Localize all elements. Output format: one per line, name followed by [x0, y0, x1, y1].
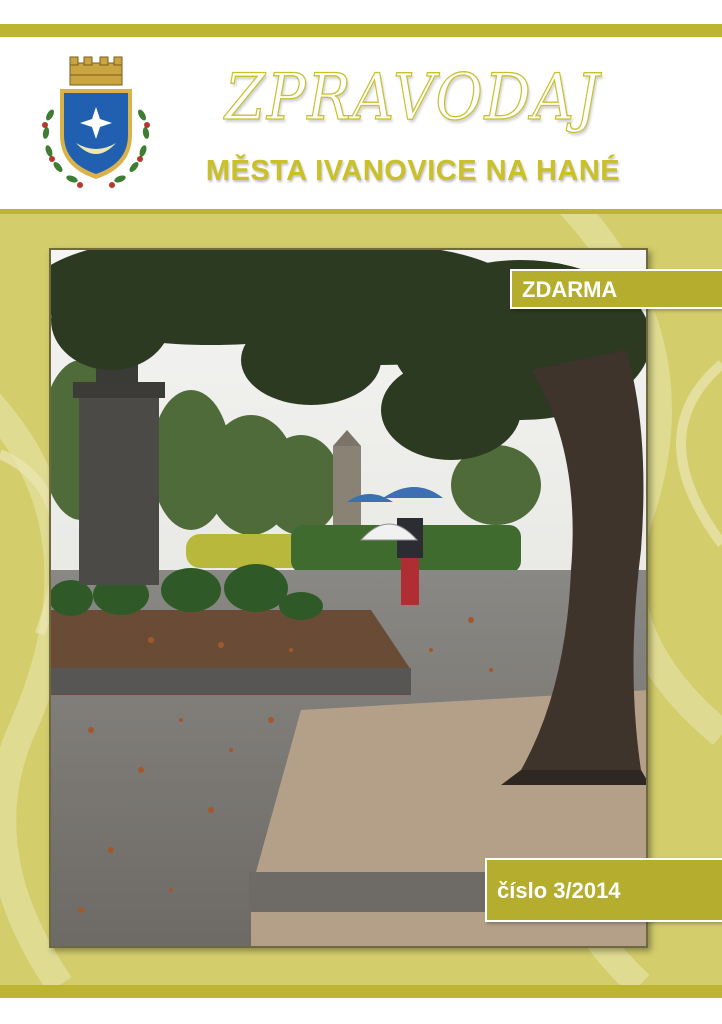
coat-of-arms-icon	[36, 55, 156, 193]
free-badge: ZDARMA	[510, 269, 722, 309]
publication-subtitle: MĚSTA IVANOVICE NA HANÉ	[205, 155, 621, 187]
bottom-accent-band	[0, 985, 722, 998]
issue-number-label: číslo 3/2014	[485, 858, 722, 922]
publication-title: ZPRAVODAJ	[225, 61, 601, 135]
cover-photo	[49, 248, 648, 948]
masthead	[0, 37, 722, 209]
top-accent-band	[0, 24, 722, 37]
